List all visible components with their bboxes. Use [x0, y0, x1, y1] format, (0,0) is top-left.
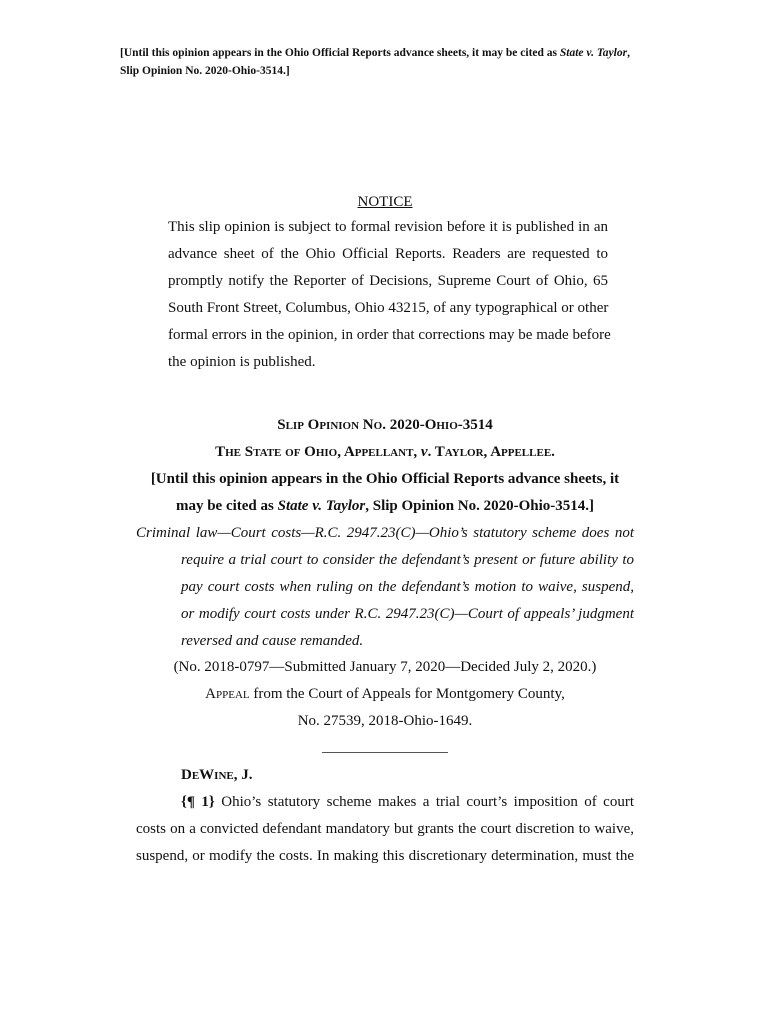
opinion-para1-line3: suspend, or modify the costs. In making this discretionary determination, must the [136, 848, 634, 864]
syllabus-line-5: reversed and cause remanded. [181, 633, 364, 649]
appeal-court: from the Court of Appeals for Montgomery County, [249, 686, 565, 702]
notice-line-4: South Front Street, Columbus, Ohio 43215, of any typographical or other [168, 300, 609, 316]
section-divider [322, 752, 448, 753]
procedural-dates: (No. 2018-0797—Submitted January 7, 2020—Decided July 2, 2020.) [173, 659, 597, 675]
heading-citation-line-2 [0, 496, 770, 516]
notice-line-1: This slip opinion is subject to formal revision before it is published in an [168, 219, 608, 235]
syllabus-line-3: pay court costs when ruling on the defendant’s motion to waive, suspend, [181, 579, 634, 595]
lower-court-case-number: No. 27539, 2018-Ohio-1649. [297, 713, 473, 729]
syllabus-line-2: require a trial court to consider the defendant’s present or future ability to [181, 552, 634, 568]
case-parties-post: . Taylor, Appellee. [427, 444, 555, 460]
notice-line-6: the opinion is published. [168, 354, 316, 370]
top-citation-post: , Slip Opinion No. 2020-Ohio-3514.] [120, 47, 630, 77]
syllabus-line-1: Criminal law—Court costs—R.C. 2947.23(C)—Ohio’s statutory scheme does not [136, 525, 634, 541]
syllabus-line-4: or modify court costs under R.C. 2947.23(C)—Court of appeals’ judgment [181, 606, 634, 622]
notice-title: NOTICE [357, 194, 413, 210]
notice-line-3: promptly notify the Reporter of Decisions, Supreme Court of Ohio, 65 [168, 273, 608, 289]
slip-opinion-number: Slip Opinion No. 2020-Ohio-3514 [277, 417, 493, 433]
paragraph-marker: {¶ 1} [181, 794, 215, 810]
heading-cite-post: , Slip Opinion No. 2020-Ohio-3514.] [365, 498, 595, 514]
appeal-label: Appeal [205, 686, 250, 702]
heading-citation-line-1: [Until this opinion appears in the Ohio Official Reports advance sheets, it [150, 471, 620, 487]
top-citation [120, 44, 650, 80]
opinion-author: DeWine, J. [181, 767, 253, 783]
opinion-para1-line2: costs on a convicted defendant mandatory but grants the court discretion to waive, [136, 821, 634, 837]
case-parties-pre: The State of Ohio, Appellant, [215, 444, 421, 460]
case-parties [0, 442, 770, 462]
opinion-para1-line1 [181, 793, 634, 811]
top-citation-pre: [Until this opinion appears in the Ohio Official Reports advance sheets, it may be cited as [120, 47, 560, 59]
notice-line-2: advance sheet of the Ohio Official Reports. Readers are requested to [168, 246, 608, 262]
heading-cite-case: State v. Taylor [277, 498, 366, 514]
appeal-line [0, 685, 770, 703]
heading-cite-pre: may be cited as [175, 498, 278, 514]
para1-line1-text: Ohio’s statutory scheme makes a trial court’s imposition of court [214, 794, 634, 810]
case-parties-v: v [420, 444, 428, 460]
notice-line-5: formal errors in the opinion, in order that corrections may be made before [168, 327, 611, 343]
top-citation-case: State v. Taylor [559, 47, 628, 59]
